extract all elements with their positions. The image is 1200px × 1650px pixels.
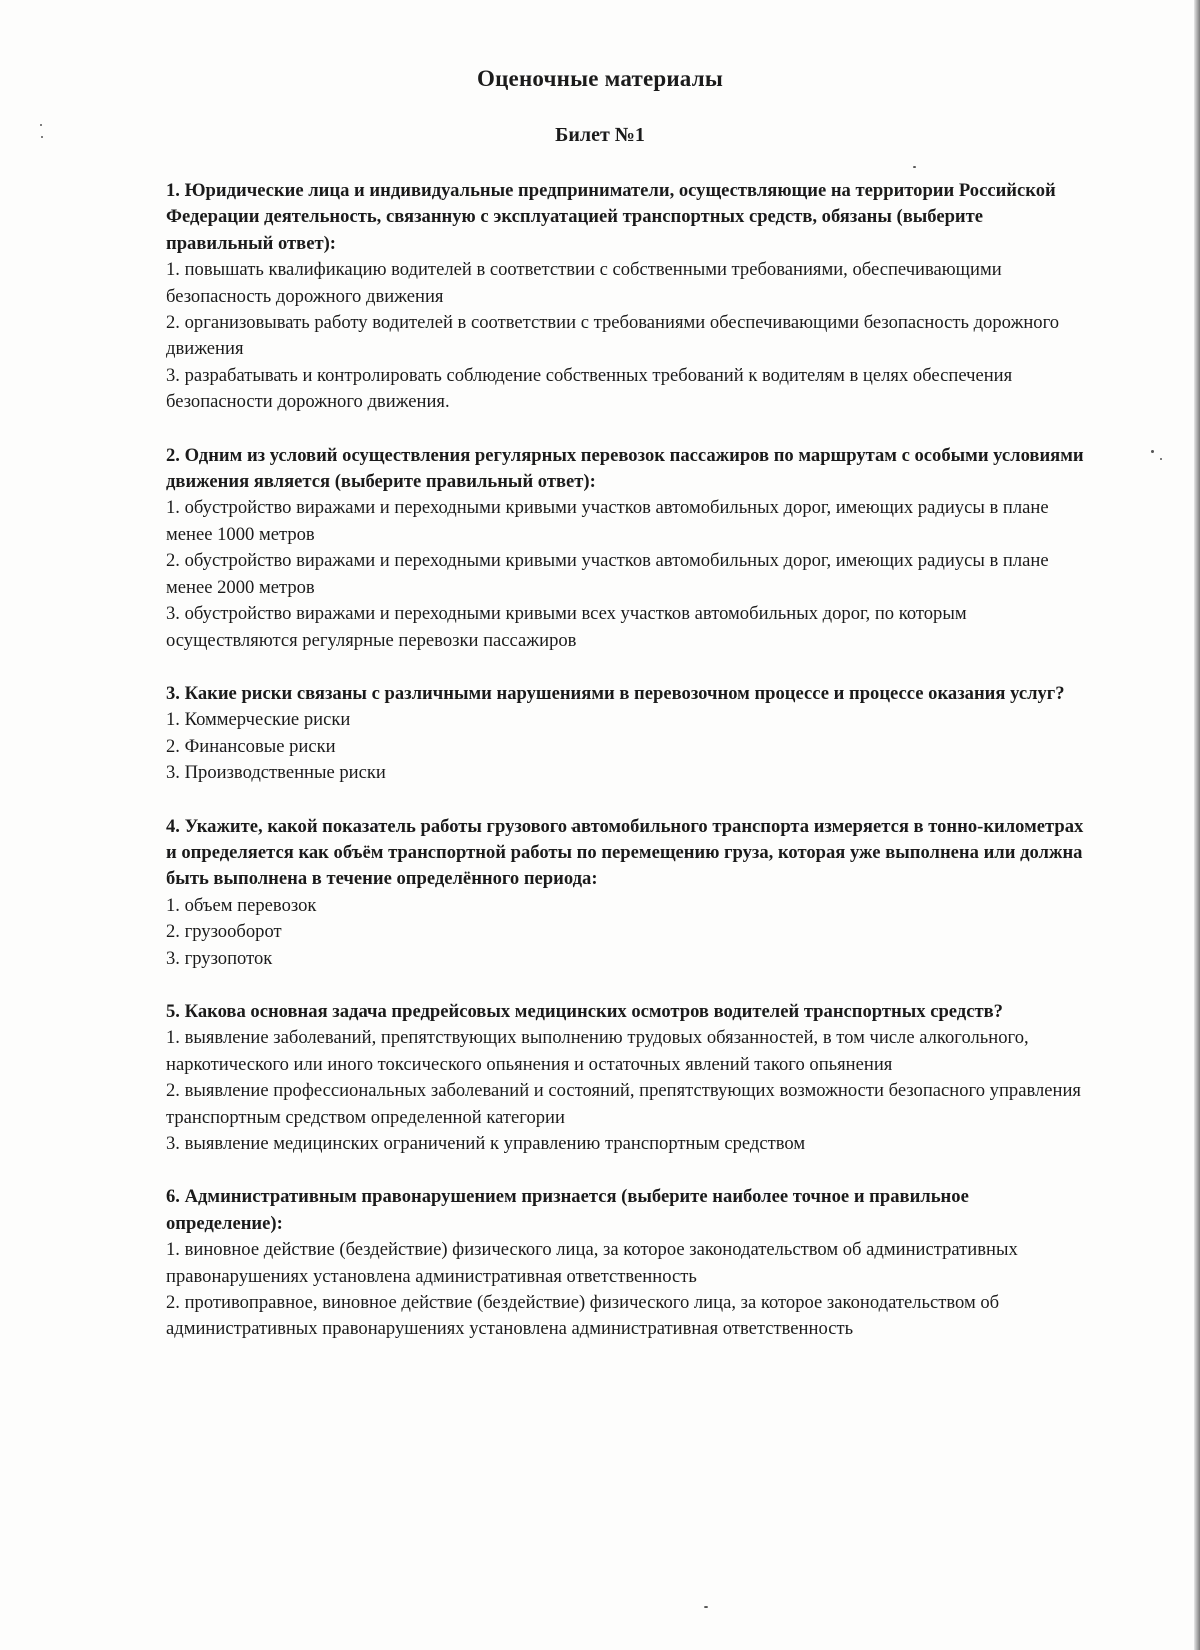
answer-option: 2. грузооборот [166,921,282,943]
question-text: 5. Какова основная задача предрейсовых медицинских осмотров водителей транспортных средств? [166,1000,1003,1022]
answer-option: 1. объем перевозок [166,894,317,916]
scan-speck [913,166,916,168]
answer-option: 3. грузопоток [166,947,273,969]
answer-option: 2. обустройство виражами и переходными кривыми участков автомобильных дорог, имеющих радиусы в плане менее 2000 метров [166,550,1049,598]
question-2 [166,443,1086,654]
answer-option: 3. разрабатывать и контролировать соблюдение собственных требований к водителям в целях обеспечения безопасности дорожного движения. [166,364,1013,413]
answer-option: 1. обустройство виражами и переходными кривыми участков автомобильных дорог, имеющих радиусы в плане менее 1000 метров [166,497,1049,545]
question-6 [166,1184,1086,1342]
question-4 [166,814,1086,972]
ticket-number: Билет №1 [555,124,645,146]
question-text: 1. Юридические лица и индивидуальные предприниматели, осуществляющие на территории Российской Федерации деятельность, связанную с эксплуатацией транспортных средств, обязаны (выберите правильный ответ): [166,180,1056,254]
document-title: Оценочные материалы [477,66,723,91]
scan-speck [704,1606,708,1608]
answer-option: 1. виновное действие (бездействие) физического лица, за которое законодательством об административных правонарушениях установлена административная ответственность [166,1239,1018,1287]
answer-option: 1. выявление заболеваний, препятствующих выполнению трудовых обязанностей, в том числе алкогольного, наркотического или иного токсического опьянения и остаточных явлений такого опьянения [166,1027,1029,1075]
answer-option: 3. выявление медицинских ограничений к управлению транспортным средством [166,1133,806,1154]
answer-option: 2. Финансовые риски [166,735,336,757]
answer-option: 3. обустройство виражами и переходными кривыми всех участков автомобильных дорог, по которым осуществляются регулярные перевозки пассажиров [166,603,967,651]
question-3 [166,681,1086,787]
question-1 [166,178,1086,416]
question-text: 3. Какие риски связаны с различными нарушениями в перевозочном процессе и процессе оказания услуг? [166,682,1065,704]
answer-option: 1. повышать квалификацию водителей в соответствии с собственными требованиями, обеспечивающими безопасность дорожного движения [166,259,1002,307]
answer-option: 2. выявление профессиональных заболеваний и состояний, препятствующих возможности безопасного управления транспортным средством определенной категории [166,1080,1081,1128]
questions-list [166,178,1086,1370]
question-text: 4. Укажите, какой показатель работы грузового автомобильного транспорта измеряется в тонно-километрах и определяется как объём транспортной работы по перемещению груза, которая уже выполнена или должна быть выполнена в течение определённого периода: [166,815,1084,890]
question-text: 2. Одним из условий осуществления регулярных перевозок пассажиров по маршрутам с особыми условиями движения является (выберите правильный ответ): [166,444,1084,493]
scan-edge-shadow [1194,0,1200,1650]
answer-option: 2. организовывать работу водителей в соответствии с требованиями обеспечивающими безопасность дорожного движения [166,312,1060,360]
answer-option: 2. противоправное, виновное действие (бездействие) физического лица, за которое законодательством об административных правонарушениях установлена административная ответственность [166,1292,1000,1340]
question-5 [166,999,1086,1157]
scan-speck [1160,458,1162,460]
question-text: 6. Административным правонарушением признается (выберите наиболее точное и правильное определение): [166,1186,969,1234]
answer-option: 3. Производственные риски [166,762,386,784]
answer-option: 1. Коммерческие риски [166,709,351,731]
scan-speck [1151,450,1154,453]
